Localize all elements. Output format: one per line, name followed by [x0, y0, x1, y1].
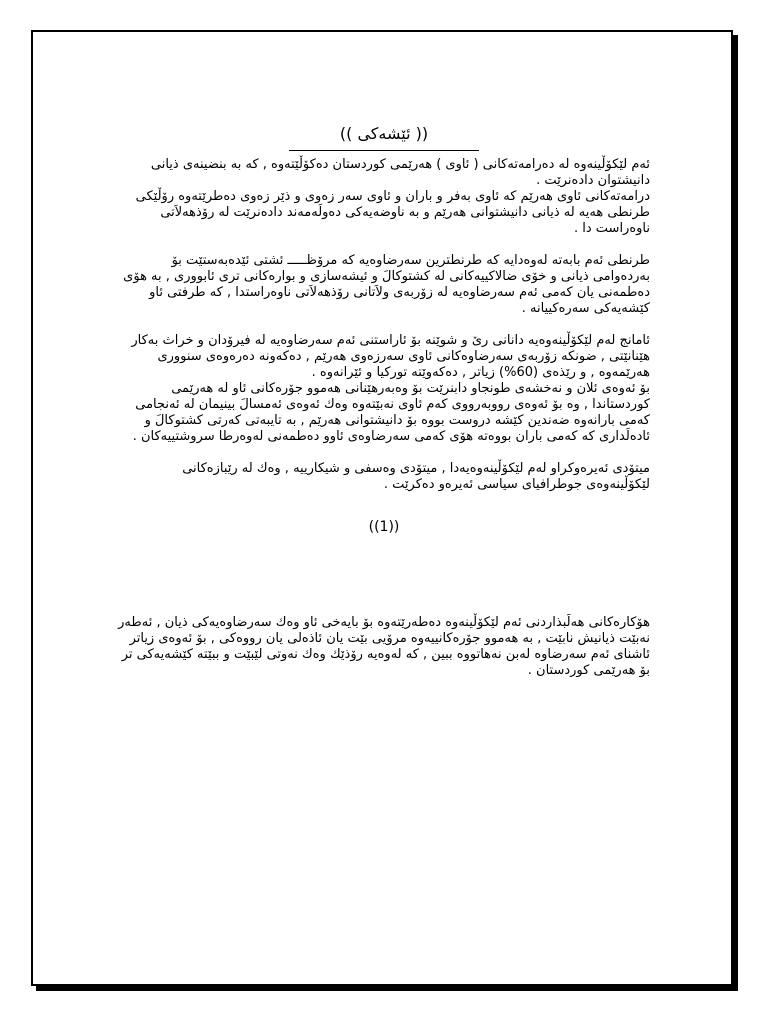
paragraph-reasons: هۆکارەکانی هەلَبذاردنی ئەم لێکۆڵینەوە دەطەرێتەوە بۆ بایەخی ئاو وەك سەرضاوەیەکی ذیان , ئەطەر نەبێت ذیانیش نابێت , بە هەموو جۆرەکانییەوە مرۆیی بێت یان ئاذەلی یان رووەکی , بۆ ئەوەی زیاتر ئاشنای ئەم سەرضاوە لەبن نەهاتووە ببین , کە لەوەیە رۆذێك وەك نەوتی لێبێت و ببێتە کێشەیەکی تر بۆ هەرێمی کوردستان .	[118, 615, 650, 678]
paragraph-planning: بۆ ئەوەی ئلان و نەخشەی طونجاو دابنرێت بۆ وەبەرهێنانی هەموو جۆرەکانی ئاو لە هەرێمی کوردستاندا , وە بۆ ئەوەی رووبەرووی کەم ئاوی نەبێتەوە وەك ئەوەی ئەمسالَ بینیمان لە ئەنجامی کەمی بارانەوە ضەندین کێشە دروست بووە بۆ دانیشتوانی هەرێم , بە تایبەتی کەرتی کشتوکالَ و ئادەلَداری کە کەمی باران بووەتە هۆی کەمی سەرضاوەی ئاوو دەطمەنی لەوەرطا سروشتییەکان .	[132, 381, 650, 444]
paragraph-aim: ئامانج لەم لێکۆڵینەوەیە دانانی رێ و شوێنە بۆ ئاراستنی ئەم سەرضاوەیە لە فیرۆدان و خراث بەکار هێنانێتی , ضونکە زۆربەی سەرضاوەکانی ئاوی سەرزەوی هەرێم , دەکەونە دەرەوەی سنووری هەرێمەوە , و رێذەی (60%) زیاتر , دەکەوێتە تورکیا و ئێرانەوە .	[131, 333, 650, 380]
paragraph-gap	[118, 237, 650, 253]
paragraph-method: میتۆدی ئەیرەوکراو لەم لێکۆڵینەوەیەدا , میتۆدی وەسفی و شیکارییە , وەك لە رێبازەکانی لێکۆڵینەوەی جوطرافیای سیاسی ئەیرەو دەکرێت .	[182, 461, 650, 492]
document-title: (( ئێشەکی ))	[339, 124, 429, 143]
title-underline	[289, 150, 479, 151]
paragraph-resources: درامەتەکانی ئاوی هەرێم کە ئاوی بەفر و باران و ئاوی سەر زەوی و ذێر زەوی دەطرێتەوە رۆڵێکی طرنطی هەیە لە ذیانی دانیشتوانی هەرێم و بە ناوضەیەکی دەولَەمەند دادەنرێت لە رۆذهەلاَتی ناوەراست دا .	[135, 189, 650, 236]
paragraph-gap	[118, 317, 650, 333]
page-number: ((1))	[368, 519, 400, 535]
paragraph-importance: طرنطی ئەم بابەتە لەوەدایە کە طرنطترین سەرضاوەیە کە مرۆظـــــ ئشتی ئێدەبەستێت بۆ بەردەوامی ذیانی و خۆی ضالاکییەکانی لە کشتوکالَ و ئیشەسازی و بوارەکانی تری ئابووری , بە هۆی دەطمەنی یان کەمی ئەم سەرضاوەیە لە زۆربەی ولاَتانی رۆذهەلاَتی ناوەراستدا , کە طرفتی ئاو کێشەیەکی سەرەکییانە .	[123, 253, 650, 316]
paragraph-intro: ئەم لێکۆڵینەوە لە دەرامەتەکانی ( ئاوی ) هەرێمی کوردستان دەکۆڵێتەوە , کە بە بنضینەی ذیانی دانیشتوان دادەنرێت .	[150, 157, 650, 188]
paragraph-gap	[118, 445, 650, 461]
document-body	[118, 98, 650, 679]
section-spacer	[118, 535, 650, 615]
